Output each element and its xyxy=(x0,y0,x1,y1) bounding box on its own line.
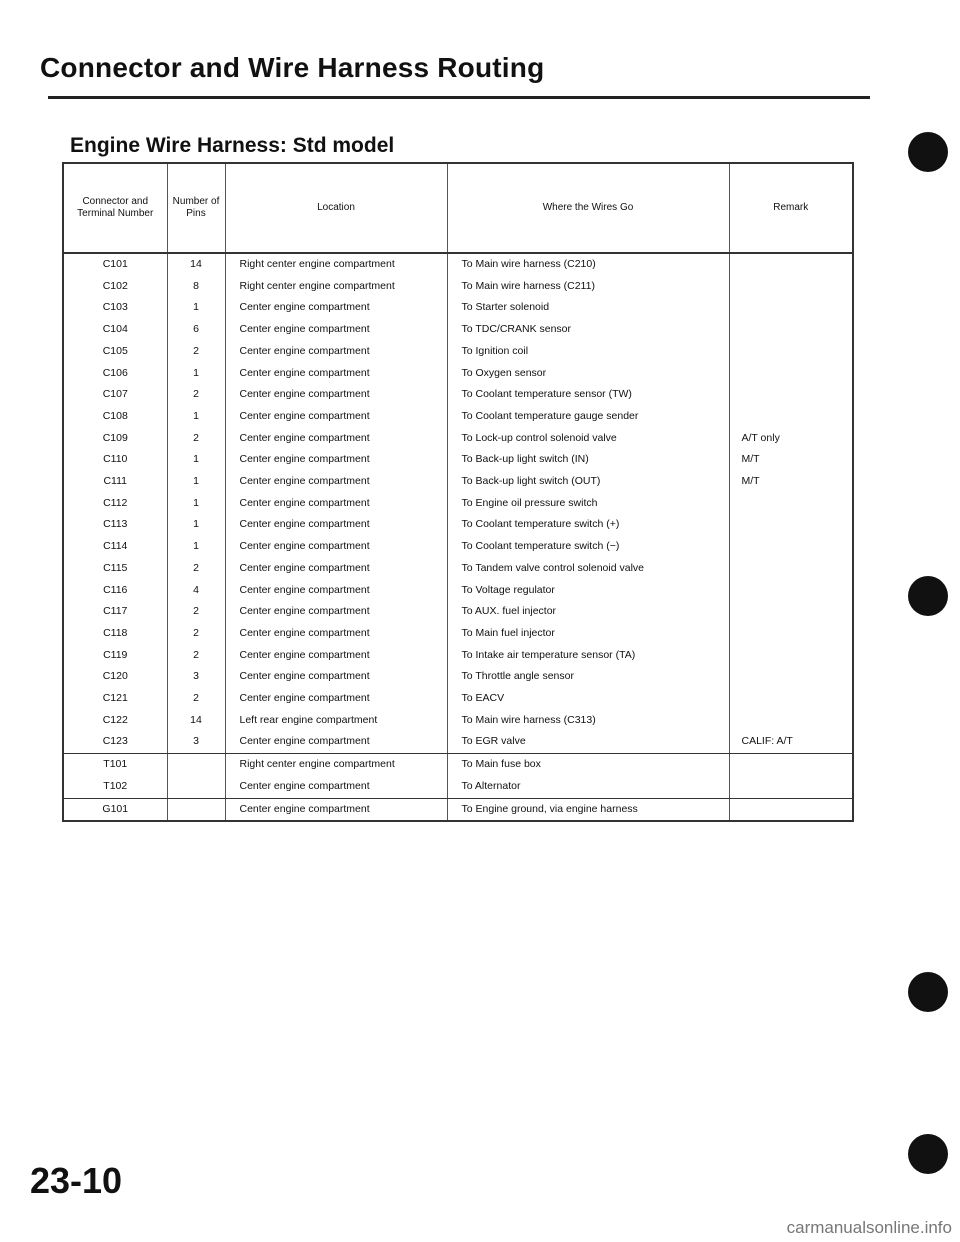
destination-cell: To Back-up light switch (OUT) xyxy=(447,471,729,493)
table-row xyxy=(63,798,853,821)
remark-cell xyxy=(729,580,853,602)
table-row xyxy=(63,428,853,450)
footer-watermark: carmanualsonline.info xyxy=(786,1218,952,1237)
remark-cell xyxy=(729,363,853,385)
location-cell: Left rear engine compartment xyxy=(225,710,447,732)
connector-number: C111 xyxy=(63,471,167,493)
pin-count: 2 xyxy=(167,688,225,710)
connector-number: C120 xyxy=(63,666,167,688)
pin-count: 14 xyxy=(167,710,225,732)
table-row xyxy=(63,710,853,732)
connector-number: C102 xyxy=(63,276,167,298)
connector-number: C118 xyxy=(63,623,167,645)
connector-number: C116 xyxy=(63,580,167,602)
table-row xyxy=(63,297,853,319)
remark-cell xyxy=(729,253,853,276)
pin-count: 3 xyxy=(167,666,225,688)
remark-cell: M/T xyxy=(729,471,853,493)
pin-count: 2 xyxy=(167,645,225,667)
destination-cell: To Main wire harness (C210) xyxy=(447,253,729,276)
pin-count: 2 xyxy=(167,601,225,623)
destination-cell: To Throttle angle sensor xyxy=(447,666,729,688)
destination-cell: To Alternator xyxy=(447,776,729,798)
page-number: 23-10 xyxy=(30,1160,123,1201)
connector-number: C117 xyxy=(63,601,167,623)
destination-cell: To Coolant temperature switch (+) xyxy=(447,514,729,536)
page-title: Connector and Wire Harness Routing xyxy=(40,52,545,83)
location-cell: Center engine compartment xyxy=(225,536,447,558)
destination-cell: To Coolant temperature gauge sender xyxy=(447,406,729,428)
location-cell: Center engine compartment xyxy=(225,428,447,450)
destination-cell: To Intake air temperature sensor (TA) xyxy=(447,645,729,667)
location-cell: Center engine compartment xyxy=(225,688,447,710)
location-cell: Center engine compartment xyxy=(225,297,447,319)
table-row xyxy=(63,666,853,688)
remark-cell xyxy=(729,297,853,319)
title-rule xyxy=(48,96,870,99)
table-row xyxy=(63,341,853,363)
header-location: Location xyxy=(225,163,447,253)
table-row xyxy=(63,536,853,558)
table-body xyxy=(63,253,853,821)
pin-count: 3 xyxy=(167,731,225,753)
pin-count xyxy=(167,776,225,798)
pin-count: 1 xyxy=(167,406,225,428)
location-cell: Center engine compartment xyxy=(225,623,447,645)
destination-cell: To Engine oil pressure switch xyxy=(447,493,729,515)
pin-count: 6 xyxy=(167,319,225,341)
table-row xyxy=(63,623,853,645)
connector-number: C105 xyxy=(63,341,167,363)
remark-cell xyxy=(729,384,853,406)
remark-cell xyxy=(729,623,853,645)
header-pins: Number of Pins xyxy=(167,163,225,253)
destination-cell: To Ignition coil xyxy=(447,341,729,363)
connector-number: C119 xyxy=(63,645,167,667)
location-cell: Center engine compartment xyxy=(225,601,447,623)
remark-cell xyxy=(729,319,853,341)
pin-count: 2 xyxy=(167,623,225,645)
connector-number: T102 xyxy=(63,776,167,798)
binder-hole-mark xyxy=(908,1134,948,1174)
destination-cell: To EGR valve xyxy=(447,731,729,753)
table-row xyxy=(63,754,853,776)
location-cell: Center engine compartment xyxy=(225,449,447,471)
pin-count: 2 xyxy=(167,558,225,580)
section-title: Engine Wire Harness: Std model xyxy=(70,134,395,157)
remark-cell xyxy=(729,601,853,623)
pin-count: 1 xyxy=(167,514,225,536)
connector-number: C110 xyxy=(63,449,167,471)
location-cell: Center engine compartment xyxy=(225,363,447,385)
connector-number: C115 xyxy=(63,558,167,580)
connector-number: C112 xyxy=(63,493,167,515)
table-row xyxy=(63,384,853,406)
remark-cell xyxy=(729,536,853,558)
table-row xyxy=(63,731,853,753)
connector-number: C109 xyxy=(63,428,167,450)
remark-cell xyxy=(729,341,853,363)
location-cell: Center engine compartment xyxy=(225,341,447,363)
table-row xyxy=(63,776,853,798)
pin-count: 14 xyxy=(167,253,225,276)
connector-number: C108 xyxy=(63,406,167,428)
pin-count: 2 xyxy=(167,341,225,363)
location-cell: Center engine compartment xyxy=(225,406,447,428)
connector-number: C121 xyxy=(63,688,167,710)
remark-cell xyxy=(729,645,853,667)
remark-cell xyxy=(729,754,853,776)
destination-cell: To Starter solenoid xyxy=(447,297,729,319)
remark-cell xyxy=(729,798,853,821)
connector-number: C123 xyxy=(63,731,167,753)
destination-cell: To AUX. fuel injector xyxy=(447,601,729,623)
remark-cell xyxy=(729,710,853,732)
location-cell: Center engine compartment xyxy=(225,493,447,515)
location-cell: Center engine compartment xyxy=(225,731,447,753)
header-connector: Connector and Terminal Number xyxy=(63,163,167,253)
connector-number: C113 xyxy=(63,514,167,536)
connector-number: C104 xyxy=(63,319,167,341)
table-row xyxy=(63,514,853,536)
location-cell: Center engine compartment xyxy=(225,471,447,493)
pin-count xyxy=(167,754,225,776)
destination-cell: To Main wire harness (C211) xyxy=(447,276,729,298)
pin-count: 1 xyxy=(167,363,225,385)
location-cell: Center engine compartment xyxy=(225,514,447,536)
remark-cell xyxy=(729,276,853,298)
pin-count: 1 xyxy=(167,493,225,515)
remark-cell xyxy=(729,666,853,688)
location-cell: Center engine compartment xyxy=(225,384,447,406)
remark-cell xyxy=(729,406,853,428)
binder-hole-mark xyxy=(908,576,948,616)
table-row xyxy=(63,493,853,515)
destination-cell: To Lock-up control solenoid valve xyxy=(447,428,729,450)
location-cell: Center engine compartment xyxy=(225,558,447,580)
connector-number: C114 xyxy=(63,536,167,558)
destination-cell: To Coolant temperature sensor (TW) xyxy=(447,384,729,406)
location-cell: Right center engine compartment xyxy=(225,754,447,776)
location-cell: Center engine compartment xyxy=(225,580,447,602)
destination-cell: To Main fuel injector xyxy=(447,623,729,645)
pin-count: 4 xyxy=(167,580,225,602)
connector-number: C122 xyxy=(63,710,167,732)
pin-count: 1 xyxy=(167,471,225,493)
location-cell: Center engine compartment xyxy=(225,666,447,688)
destination-cell: To Main wire harness (C313) xyxy=(447,710,729,732)
pin-count: 8 xyxy=(167,276,225,298)
connector-number: C101 xyxy=(63,253,167,276)
location-cell: Center engine compartment xyxy=(225,319,447,341)
destination-cell: To Voltage regulator xyxy=(447,580,729,602)
destination-cell: To Tandem valve control solenoid valve xyxy=(447,558,729,580)
binder-hole-mark xyxy=(908,132,948,172)
remark-cell: A/T only xyxy=(729,428,853,450)
table-row xyxy=(63,319,853,341)
table-row xyxy=(63,471,853,493)
remark-cell: CALIF: A/T xyxy=(729,731,853,753)
destination-cell: To Engine ground, via engine harness xyxy=(447,798,729,821)
table-row xyxy=(63,276,853,298)
table-header-row xyxy=(63,163,853,253)
destination-cell: To Coolant temperature switch (−) xyxy=(447,536,729,558)
remark-cell xyxy=(729,688,853,710)
pin-count: 1 xyxy=(167,449,225,471)
destination-cell: To Main fuse box xyxy=(447,754,729,776)
pin-count xyxy=(167,798,225,821)
location-cell: Center engine compartment xyxy=(225,776,447,798)
harness-table xyxy=(62,162,854,822)
location-cell: Center engine compartment xyxy=(225,645,447,667)
table-row xyxy=(63,253,853,276)
table-row xyxy=(63,580,853,602)
pin-count: 1 xyxy=(167,536,225,558)
location-cell: Right center engine compartment xyxy=(225,276,447,298)
destination-cell: To Oxygen sensor xyxy=(447,363,729,385)
location-cell: Center engine compartment xyxy=(225,798,447,821)
table-row xyxy=(63,645,853,667)
connector-number: C103 xyxy=(63,297,167,319)
connector-number: C106 xyxy=(63,363,167,385)
header-where: Where the Wires Go xyxy=(447,163,729,253)
remark-cell xyxy=(729,514,853,536)
remark-cell: M/T xyxy=(729,449,853,471)
connector-number: C107 xyxy=(63,384,167,406)
table-row xyxy=(63,688,853,710)
destination-cell: To Back-up light switch (IN) xyxy=(447,449,729,471)
pin-count: 2 xyxy=(167,428,225,450)
binder-hole-mark xyxy=(908,972,948,1012)
location-cell: Right center engine compartment xyxy=(225,253,447,276)
header-remark: Remark xyxy=(729,163,853,253)
table-row xyxy=(63,406,853,428)
pin-count: 1 xyxy=(167,297,225,319)
destination-cell: To TDC/CRANK sensor xyxy=(447,319,729,341)
remark-cell xyxy=(729,493,853,515)
destination-cell: To EACV xyxy=(447,688,729,710)
table-row xyxy=(63,363,853,385)
table-row xyxy=(63,449,853,471)
table-row xyxy=(63,601,853,623)
connector-number: T101 xyxy=(63,754,167,776)
remark-cell xyxy=(729,558,853,580)
table-row xyxy=(63,558,853,580)
pin-count: 2 xyxy=(167,384,225,406)
connector-number: G101 xyxy=(63,798,167,821)
remark-cell xyxy=(729,776,853,798)
